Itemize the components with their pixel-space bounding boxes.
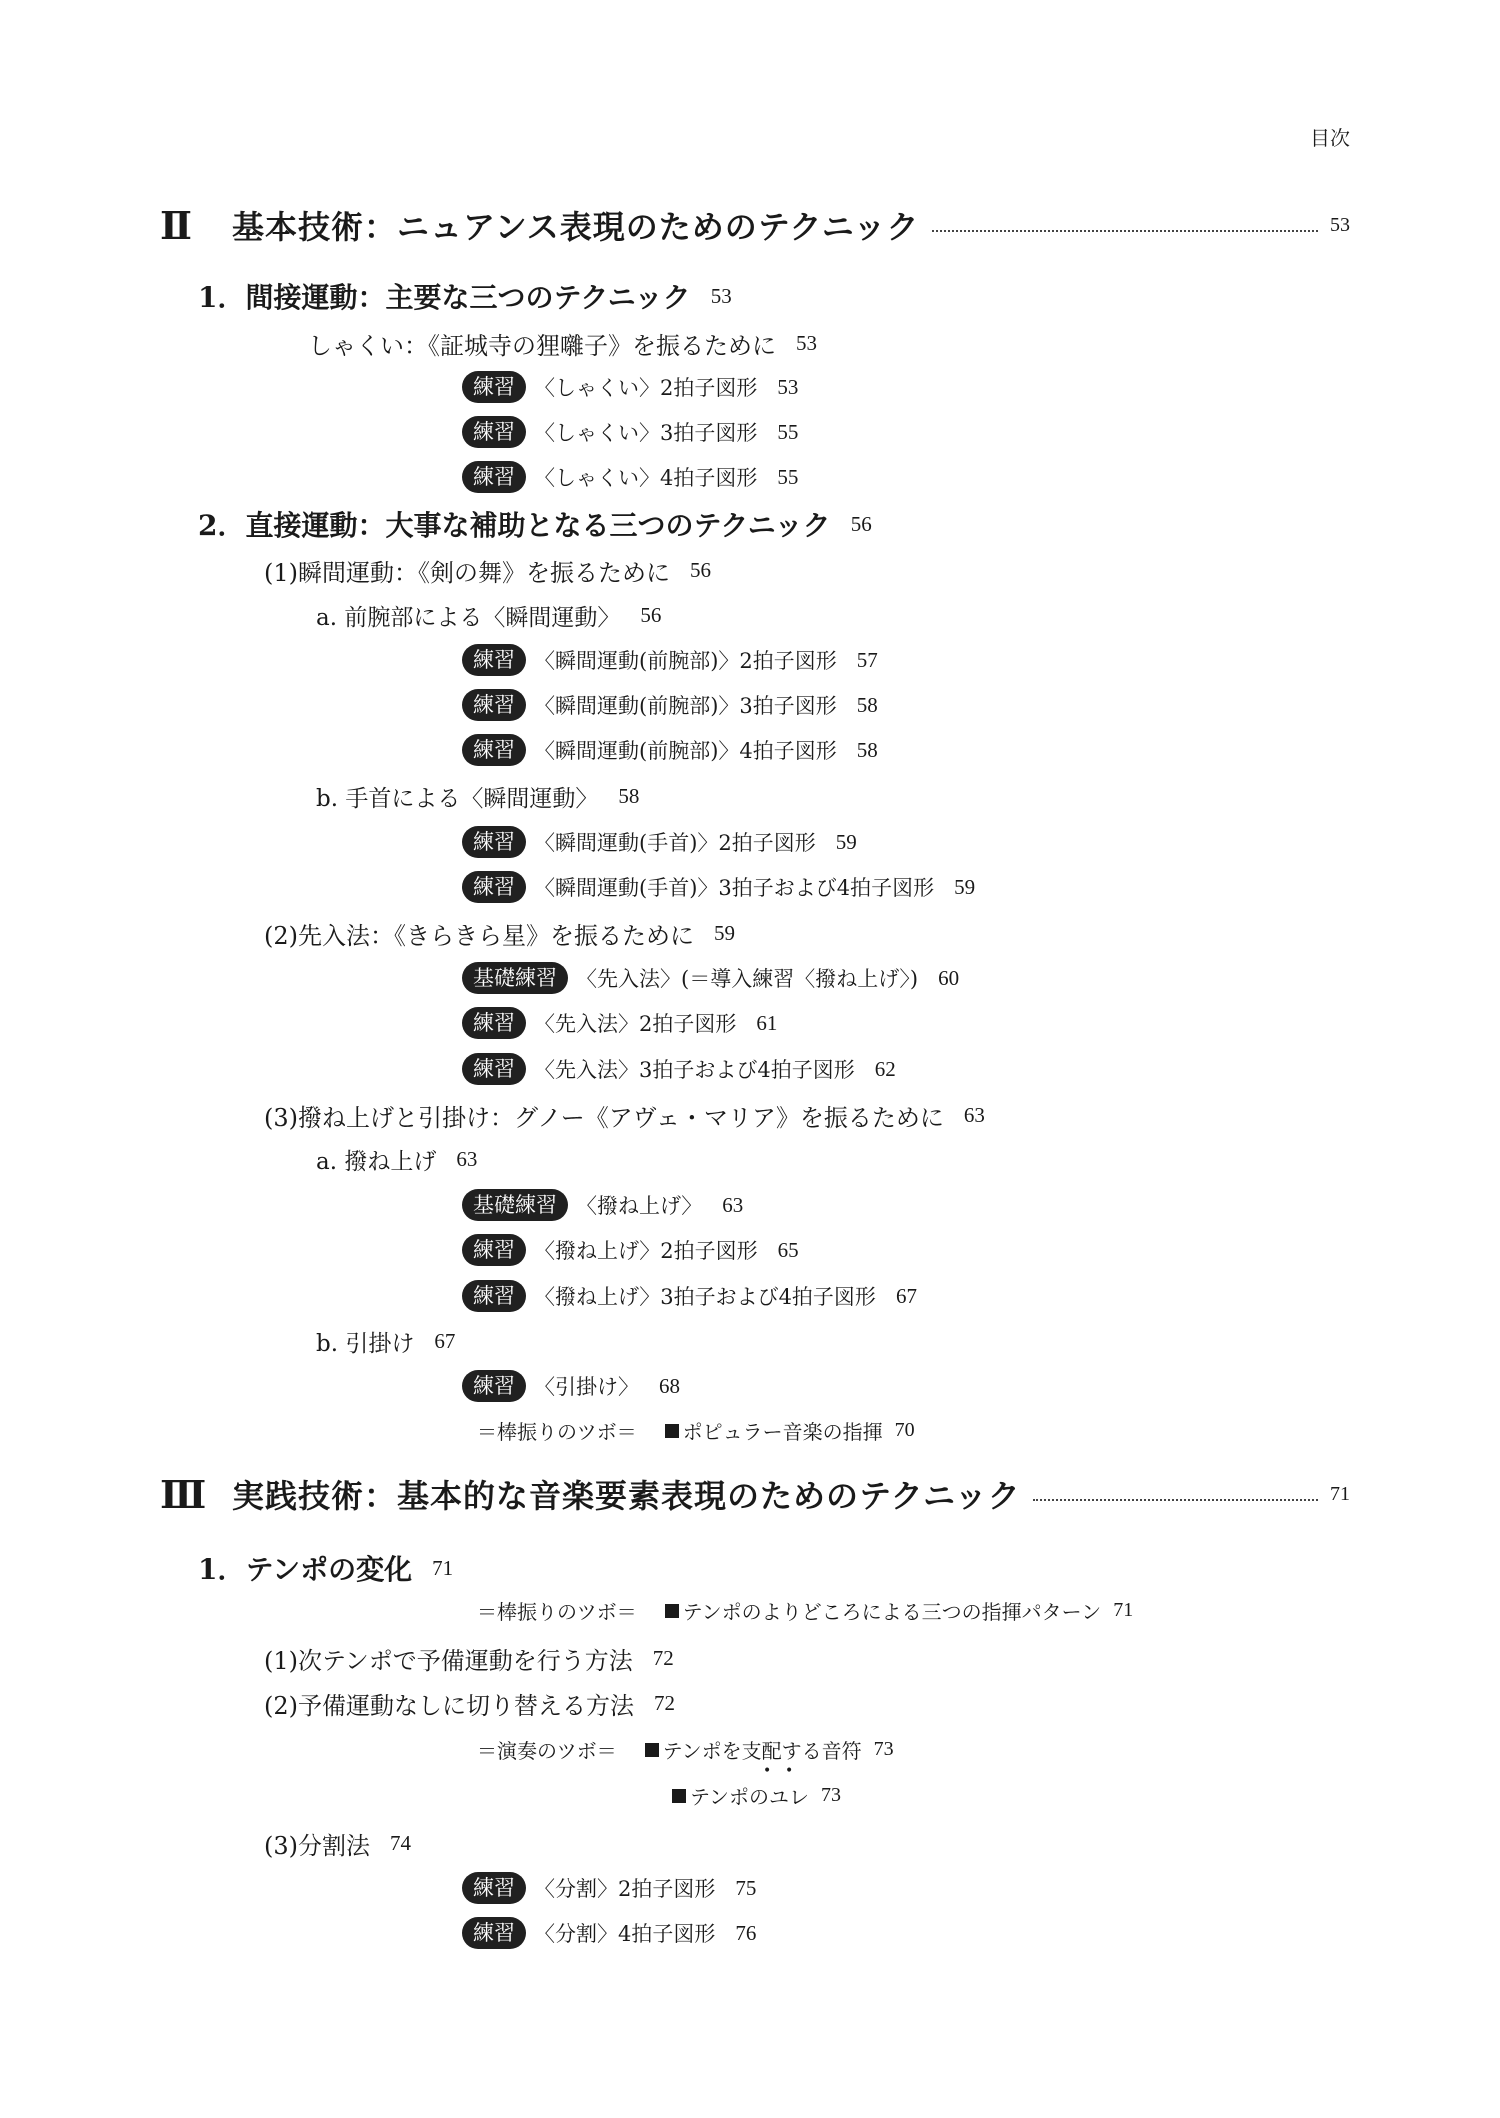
exercise-badge: 練習 — [462, 689, 526, 721]
exercise-badge: 練習 — [462, 1234, 526, 1266]
entry-title: 〈先入法〉3拍子および4拍子図形 — [534, 1058, 855, 1082]
page-number: 72 — [652, 1646, 674, 1670]
tip-item: テンポのユレ — [690, 1785, 809, 1809]
tip-label: ＝演奏のツボ＝ — [477, 1739, 617, 1763]
exercise-badge: 練習 — [462, 461, 526, 493]
page-number: 56 — [690, 558, 711, 582]
exercise-badge: 練習 — [462, 826, 526, 858]
entry-title: 〈先入法〉(＝導入練習〈撥ね上げ〉) — [576, 967, 919, 991]
page-number: 53 — [796, 331, 817, 355]
page-number: 55 — [777, 419, 799, 444]
page-number: 74 — [390, 1831, 411, 1855]
page-number: 56 — [640, 603, 662, 627]
exercise-entry — [462, 1189, 743, 1221]
toc-entry — [264, 1826, 411, 1861]
exercise-entry — [462, 962, 959, 994]
toc-entry — [264, 553, 711, 588]
exercise-badge: 練習 — [462, 1872, 526, 1904]
page-number: 60 — [938, 965, 960, 990]
page-number: 67 — [895, 1283, 917, 1308]
toc-entry — [264, 1641, 674, 1676]
entry-title: 〈瞬間運動(前腕部)〉3拍子図形 — [534, 694, 837, 718]
black-square-icon — [672, 1789, 686, 1803]
page-number: 53 — [1330, 213, 1350, 236]
section-heading — [160, 201, 1350, 249]
entry-title: (2)予備運動なしに切り替える方法 — [264, 1692, 634, 1720]
black-square-icon — [645, 1743, 659, 1757]
exercise-badge: 練習 — [462, 734, 526, 766]
exercise-entry — [462, 1917, 756, 1949]
emphasis-dot: • — [785, 1763, 794, 1779]
section-number: Ⅱ — [160, 202, 190, 248]
exercise-entry — [462, 1280, 917, 1312]
entry-title: b. 引掛け — [316, 1331, 415, 1357]
tip-entry — [477, 1416, 915, 1445]
page-number: 56 — [850, 511, 872, 536]
page-number: 55 — [777, 464, 799, 489]
page-number: 68 — [659, 1373, 680, 1398]
entry-title: 1．テンポの変化 — [198, 1553, 413, 1586]
entry-title: 〈先入法〉2拍子図形 — [534, 1012, 737, 1036]
entry-title: 〈引掛け〉 — [534, 1375, 639, 1399]
toc-entry — [198, 504, 872, 544]
exercise-entry — [462, 871, 975, 903]
page-number: 57 — [856, 647, 878, 672]
exercise-badge: 基礎練習 — [462, 1189, 568, 1221]
toc-entry — [198, 276, 732, 316]
page-number: 58 — [856, 692, 878, 717]
section-heading — [160, 1470, 1350, 1518]
entry-title: (3)撥ね上げと引掛け：グノー《アヴェ・マリア》を振るために — [264, 1104, 944, 1132]
exercise-badge: 練習 — [462, 1053, 526, 1085]
page-number: 72 — [654, 1691, 675, 1715]
tip-entry — [672, 1781, 841, 1810]
page-number: 53 — [710, 283, 732, 308]
exercise-entry — [462, 1234, 799, 1266]
exercise-badge: 練習 — [462, 871, 526, 903]
tip-entry — [477, 1596, 1133, 1625]
entry-title: 1．間接運動：主要な三つのテクニック — [198, 281, 691, 314]
dot-leader — [1033, 1499, 1318, 1501]
entry-title: a. 前腕部による〈瞬間運動〉 — [316, 605, 621, 631]
page-number: 61 — [756, 1010, 778, 1035]
page-number: 73 — [821, 1784, 841, 1806]
entry-title: (2)先入法：《きらきら星》を振るために — [264, 922, 694, 950]
page-number: 75 — [735, 1875, 757, 1900]
page-number: 73 — [873, 1738, 894, 1760]
exercise-entry — [462, 1370, 680, 1402]
exercise-entry — [462, 416, 798, 448]
exercise-badge: 練習 — [462, 1917, 526, 1949]
tip-label: ＝棒振りのツボ＝ — [477, 1600, 637, 1624]
exercise-entry — [462, 644, 878, 676]
exercise-badge: 練習 — [462, 1280, 526, 1312]
exercise-entry — [462, 1872, 756, 1904]
entry-title: (1)瞬間運動：《剣の舞》を振るために — [264, 559, 670, 587]
toc-entry — [198, 1548, 453, 1588]
page-number: 71 — [1330, 1482, 1350, 1505]
entry-title: 〈撥ね上げ〉2拍子図形 — [534, 1239, 758, 1263]
entry-title: 〈分割〉2拍子図形 — [534, 1877, 716, 1901]
entry-title: 2．直接運動：大事な補助となる三つのテクニック — [198, 509, 831, 542]
toc-entry — [308, 326, 817, 361]
exercise-badge: 練習 — [462, 371, 526, 403]
entry-title: (3)分割法 — [264, 1832, 370, 1860]
exercise-badge: 練習 — [462, 1007, 526, 1039]
page-number: 71 — [1113, 1599, 1134, 1621]
page-number: 62 — [874, 1056, 896, 1081]
page-number: 58 — [618, 784, 640, 808]
exercise-badge: 練習 — [462, 416, 526, 448]
section-number: Ⅲ — [160, 1471, 204, 1517]
entry-title: 〈しゃくい〉2拍子図形 — [534, 376, 758, 400]
toc-entry — [264, 1686, 675, 1721]
exercise-badge: 練習 — [462, 644, 526, 676]
section-title: 基本技術：ニュアンス表現のためのテクニック — [232, 208, 920, 246]
tip-label: ＝棒振りのツボ＝ — [477, 1420, 637, 1444]
entry-title: しゃくい：《証城寺の狸囃子》を振るために — [308, 332, 776, 360]
toc-entry — [264, 1098, 985, 1133]
page-number: 63 — [963, 1103, 985, 1127]
page-number: 59 — [835, 829, 857, 854]
page-number: 63 — [456, 1147, 478, 1171]
black-square-icon — [665, 1604, 679, 1618]
section-title: 実践技術：基本的な音楽要素表現のためのテクニック — [232, 1477, 1021, 1515]
page-number: 59 — [714, 921, 735, 945]
entry-title: b. 手首による〈瞬間運動〉 — [316, 786, 599, 812]
exercise-entry — [462, 689, 878, 721]
page-number: 76 — [735, 1920, 757, 1945]
page-number: 65 — [777, 1237, 799, 1262]
exercise-entry — [462, 1007, 777, 1039]
running-header: 目次 — [1310, 126, 1350, 150]
page-number: 67 — [434, 1329, 456, 1353]
exercise-entry — [462, 461, 798, 493]
page-number: 53 — [777, 374, 799, 399]
entry-title: 〈しゃくい〉3拍子図形 — [534, 421, 758, 445]
exercise-entry — [462, 1053, 896, 1085]
tip-entry — [477, 1735, 894, 1764]
tip-item: テンポのよりどころによる三つの指揮パターン — [682, 1600, 1102, 1624]
toc-entry — [316, 1325, 455, 1358]
page-number: 71 — [432, 1555, 454, 1580]
entry-title: 〈瞬間運動(前腕部)〉2拍子図形 — [534, 649, 837, 673]
entry-title: (1)次テンポで予備運動を行う方法 — [264, 1647, 633, 1675]
page-number: 58 — [856, 737, 878, 762]
toc-entry — [316, 599, 661, 632]
emphasis-dot: • — [763, 1763, 772, 1779]
toc-entry — [316, 1143, 477, 1176]
entry-title: a. 撥ね上げ — [316, 1149, 437, 1175]
exercise-entry — [462, 826, 857, 858]
page-number: 59 — [954, 874, 976, 899]
tip-item: ポピュラー音楽の指揮 — [682, 1420, 883, 1444]
entry-title: 〈分割〉4拍子図形 — [534, 1922, 716, 1946]
entry-title: 〈撥ね上げ〉3拍子および4拍子図形 — [534, 1285, 876, 1309]
entry-title: 〈瞬間運動(手首)〉3拍子および4拍子図形 — [534, 876, 935, 900]
dot-leader — [932, 230, 1318, 232]
entry-title: 〈撥ね上げ〉 — [576, 1194, 703, 1218]
toc-entry — [264, 916, 735, 951]
exercise-entry — [462, 734, 878, 766]
entry-title: 〈瞬間運動(手首)〉2拍子図形 — [534, 831, 816, 855]
exercise-badge: 練習 — [462, 1370, 526, 1402]
toc-entry — [316, 780, 639, 813]
exercise-entry — [462, 371, 798, 403]
black-square-icon — [665, 1424, 679, 1438]
tip-item: テンポを支配する音符 — [662, 1739, 862, 1763]
page-number: 70 — [894, 1419, 915, 1441]
exercise-badge: 基礎練習 — [462, 962, 568, 994]
entry-title: 〈しゃくい〉4拍子図形 — [534, 466, 758, 490]
page-number: 63 — [722, 1192, 744, 1217]
entry-title: 〈瞬間運動(前腕部)〉4拍子図形 — [534, 739, 837, 763]
